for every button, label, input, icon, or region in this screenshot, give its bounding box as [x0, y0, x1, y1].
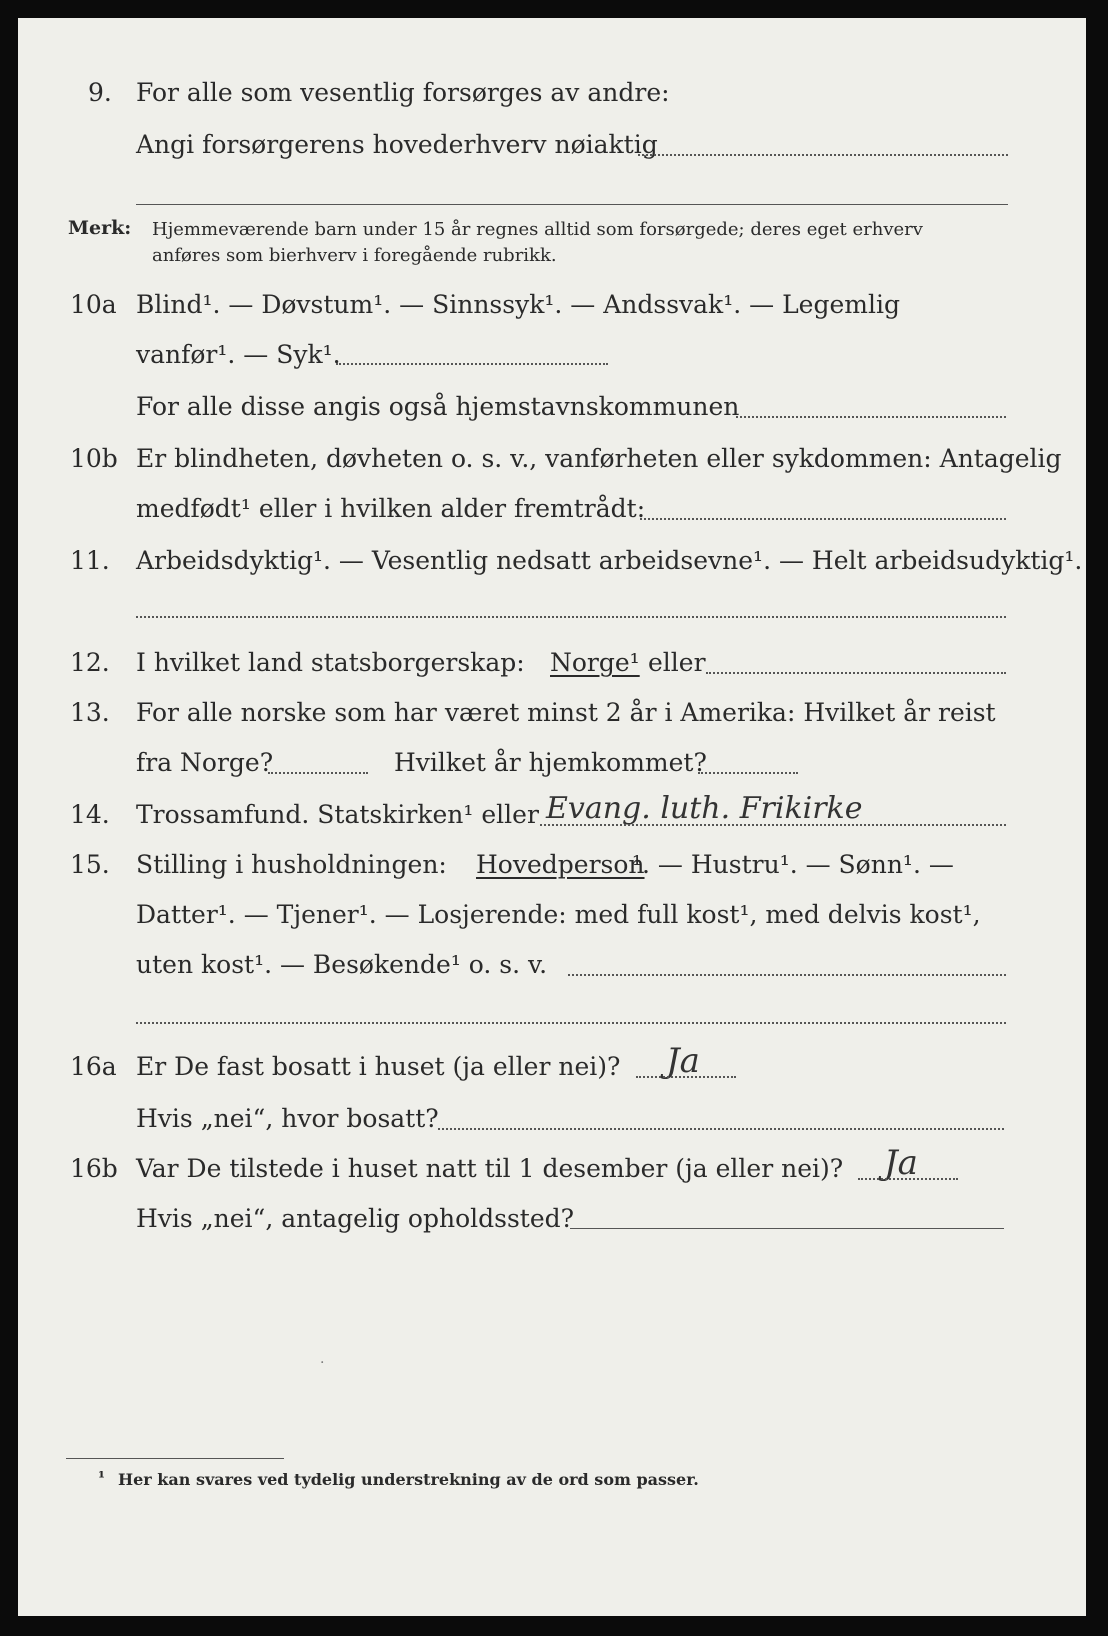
q10a-number: 10a — [70, 290, 117, 319]
q9-line2: Angi forsørgerens hovederhverv nøiaktig — [136, 130, 658, 159]
q16a-answer-field[interactable] — [636, 1076, 736, 1078]
q10a-line1: Blind¹. — Døvstum¹. — Sinnssyk¹. — Andssvak¹. — Legemlig — [136, 290, 900, 319]
q16b-handwritten-answer: Ja — [884, 1143, 918, 1183]
merk-label: Merk: — [68, 217, 132, 239]
q12-norge-underlined: Norge¹ — [550, 648, 640, 677]
q16b-opholdssted-field[interactable] — [570, 1228, 1004, 1229]
q12-answer-field[interactable] — [706, 672, 1006, 674]
q10b-number: 10b — [70, 444, 118, 473]
q16a-line2: Hvis „nei“, hvor bosatt? — [136, 1104, 439, 1133]
q13-line2a: fra Norge? — [136, 748, 274, 777]
q15-number: 15. — [70, 850, 110, 879]
q16b-number: 16b — [70, 1154, 118, 1183]
q10a-line2: vanfør¹. — Syk¹. — [136, 340, 341, 369]
q15-line2: Datter¹. — Tjener¹. — Losjerende: med full kost¹, med delvis kost¹, — [136, 900, 981, 929]
footnote-rule — [66, 1458, 284, 1459]
q16b-answer-field[interactable] — [858, 1178, 958, 1180]
q15-answer-line-2[interactable] — [136, 1022, 1006, 1024]
q16b-line1: Var De tilstede i huset natt til 1 desember (ja eller nei)? — [136, 1154, 844, 1183]
q15-line1-prefix: Stilling i husholdningen: — [136, 850, 447, 879]
q13-reist-field[interactable] — [268, 772, 368, 774]
merk-line1: Hjemmeværende barn under 15 år regnes alltid som forsørgede; deres eget erhverv — [152, 219, 923, 240]
q15-hovedperson-underlined: Hovedperson — [476, 850, 645, 879]
q10b-line2: medfødt¹ eller i hvilken alder fremtrådt: — [136, 494, 646, 523]
q16b-line2: Hvis „nei“, antagelig opholdssted? — [136, 1204, 575, 1233]
q13-hjemkommet-field[interactable] — [698, 772, 798, 774]
q14-prefix: Trossamfund. Statskirken¹ eller — [136, 800, 539, 829]
q15-line3: uten kost¹. — Besøkende¹ o. s. v. — [136, 950, 548, 979]
q16a-number: 16a — [70, 1052, 117, 1081]
census-form-page — [18, 18, 1086, 1616]
q16a-bosatt-field[interactable] — [438, 1128, 1004, 1130]
footnote-text: Her kan svares ved tydelig understrekning av de ord som passer. — [118, 1470, 699, 1489]
q12-prefix: I hvilket land statsborgerskap: — [136, 648, 525, 677]
q13-number: 13. — [70, 698, 110, 727]
q10a-line3: For alle disse angis også hjemstavnskommunen — [136, 392, 740, 421]
q11-number: 11. — [70, 546, 110, 575]
q10b-answer-field[interactable] — [640, 518, 1006, 520]
q16a-handwritten-answer: Ja — [666, 1041, 700, 1081]
q10a-syk-field[interactable] — [336, 363, 608, 365]
footnote-mark: ¹ — [98, 1468, 106, 1487]
q13-line1: For alle norske som har været minst 2 år i Amerika: Hvilket år reist — [136, 698, 996, 727]
q11-line1: Arbeidsdyktig¹. — Vesentlig nedsatt arbeidsevne¹. — Helt arbeidsudyktig¹. — [136, 546, 1083, 575]
q10a-hjemstavn-field[interactable] — [736, 416, 1006, 418]
q9-answer-field[interactable] — [638, 154, 1008, 156]
q15-answer-field[interactable] — [568, 974, 1006, 976]
q14-number: 14. — [70, 800, 110, 829]
q9-number: 9. — [88, 78, 112, 107]
q13-line2b: Hvilket år hjemkommet? — [394, 748, 707, 777]
q9-line1: For alle som vesentlig forsørges av andre: — [136, 78, 670, 107]
q14-answer-field[interactable] — [540, 824, 1006, 826]
stray-mark: · — [320, 1355, 325, 1371]
q10b-line1: Er blindheten, døvheten o. s. v., vanførheten eller sykdommen: Antagelig — [136, 444, 1062, 473]
q16a-line1: Er De fast bosatt i huset (ja eller nei)? — [136, 1052, 621, 1081]
q9-answer-line-2[interactable] — [136, 204, 1008, 205]
merk-line2: anføres som bierhverv i foregående rubrikk. — [152, 245, 557, 266]
q14-handwritten-answer: Evang. luth. Frikirke — [546, 791, 863, 826]
q15-line1-suffix: ¹. — Hustru¹. — Sønn¹. — — [632, 850, 954, 879]
q12-suffix: eller — [648, 648, 706, 677]
q12-number: 12. — [70, 648, 110, 677]
q11-answer-field[interactable] — [136, 616, 1006, 618]
